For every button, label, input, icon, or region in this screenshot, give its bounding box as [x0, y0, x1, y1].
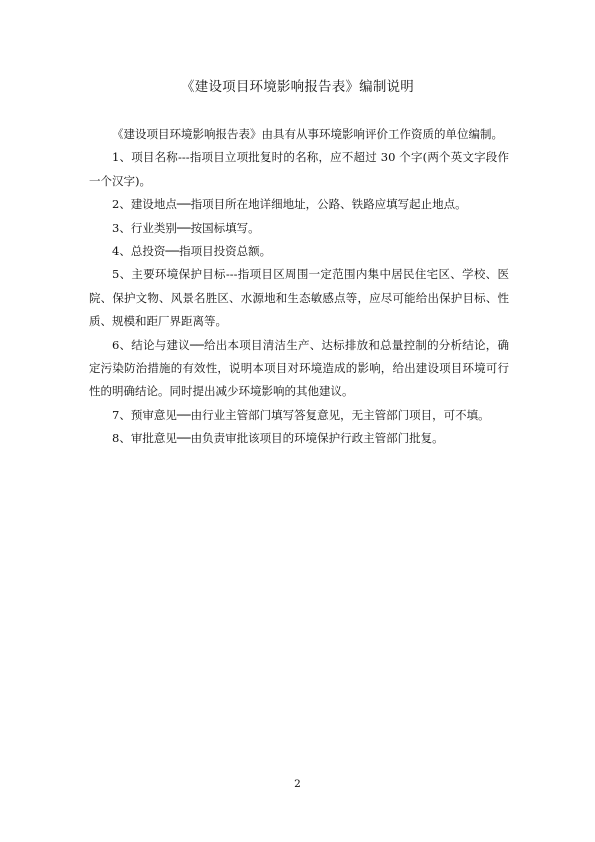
- item-industry-category: 3、行业类别──按国标填写。: [112, 220, 260, 235]
- item-project-name: 1、项目名称---指项目立项批复时的名称，应不超过 30 个字(两个英文字段作一个汉字)。: [89, 150, 509, 188]
- item-conclusions-suggestions: 6、结论与建议──给出本项目清洁生产、达标排放和总量控制的分析结论，确定污染防治措施的有效性，说明本项目对环境造成的影响，给出建设项目环境可行性的明确结论。同时提出减少环境影响的其他建议。: [89, 337, 509, 399]
- item-protection-targets: 5、主要环境保护目标---指项目区周围一定范围内集中居民住宅区、学校、医院、保护文物、风景名胜区、水源地和生态敏感点等，应尽可能给出保护目标、性质、规模和距厂界距离等。: [89, 267, 509, 329]
- intro-paragraph: 《建设项目环境影响报告表》由具有从事环境影响评价工作资质的单位编制。: [112, 127, 503, 141]
- item-pre-review-opinion: 7、预审意见──由行业主管部门填写答复意见，无主管部门项目，可不填。: [112, 407, 490, 422]
- page-title: 《建设项目环境影响报告表》编制说明: [181, 79, 414, 95]
- item-approval-opinion: 8、审批意见──由负责审批该项目的环境保护行政主管部门批复。: [112, 431, 444, 446]
- item-construction-location: 2、建设地点──指项目所在地详细地址，公路、铁路应填写起止地点。: [112, 197, 467, 212]
- item-total-investment: 4、总投资──指项目投资总额。: [112, 244, 272, 259]
- page-number: 2: [294, 778, 301, 790]
- document-body: [89, 123, 509, 451]
